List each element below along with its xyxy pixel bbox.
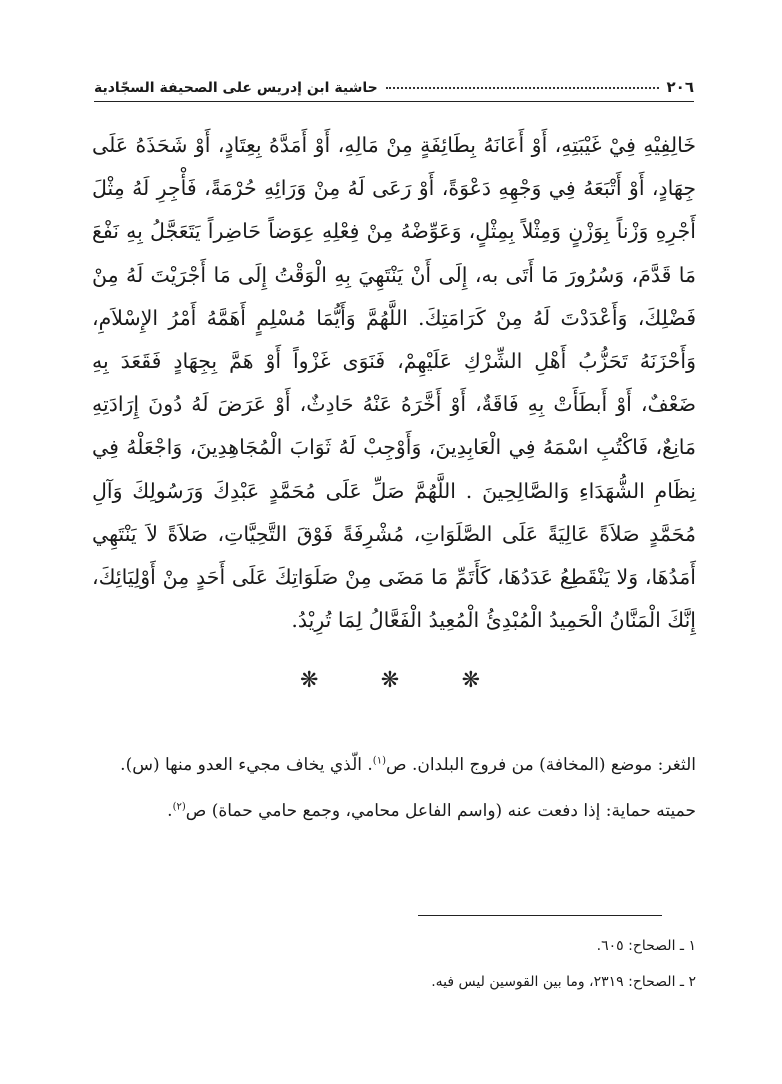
commentary-notes <box>92 746 696 838</box>
commentary-note <box>92 792 696 830</box>
note-text: الثغر: موضع (المخافة) من فروج البلدان. ص <box>385 755 696 775</box>
footnote-ref: (١) <box>372 755 386 767</box>
commentary-note <box>92 746 696 784</box>
footnote: ٢ ـ الصحاح: ٢٣١٩، وما بين القوسين ليس فيه. <box>431 974 696 990</box>
footnote-ref: (٢) <box>172 801 186 813</box>
separator-asterism: ❋ <box>300 668 319 693</box>
footnote-rule <box>418 915 662 916</box>
footnotes <box>92 928 696 1000</box>
note-text-rest: . <box>167 801 173 821</box>
header-rule <box>94 101 694 102</box>
section-separator <box>300 668 480 693</box>
page-number: ٢٠٦ <box>666 78 694 96</box>
note-text-rest: . الّذي يخاف مجيء العدو منها (س). <box>120 755 373 775</box>
note-text: حميته حماية: إذا دفعت عنه (واسم الفاعل محامي، وجمع حامي حماة) ص <box>185 801 696 821</box>
supplication-text: خَالِفِيْهِ فِيْ غَيْبَتِهِ، أَوْ أَعَانَهُ بِطَائِفَةٍ مِنْ مَالِهِ، أَوْ أَمَدَّهُ بِعِتَادٍ، أَوْ شَحَذَهُ عَلَى جِهَادٍ، أَوْ أَتْبَعَهُ فِي وَجْهِهِ دَعْوَةً، أَوْ رَعَى لَهُ مِنْ وَرَائِهِ حُرْمَةً، فَأْجِرِ لَهُ مِثْلَ أَجْرِهِ وَزْناً بِوَزْنٍ وَمِثْلاً بِمِثْلٍ، وَعَوِّضْهُ مِنْ فِعْلِهِ عِوَضاً حَاضِراً يَتَعَجَّلُ بِهِ نَفْعَ مَا قَدَّمَ، وَسُرُورَ مَا أَتَى به، إِلَى أَنْ يَنْتَهِيَ بِهِ الْوَقْتُ إِلَى مَا أَجْرَيْتَ لَهُ مِنْ فَضْلِكَ، وَأَعْدَدْتَ لَهُ مِنْ كَرَامَتِكَ. اللَّهُمَّ وَأَيُّمَا مُسْلِمٍ أَهَمَّهُ أَمْرُ الإِسْلاَمِ، وَأَحْزَنَهُ تَحَزُّبُ أَهْلِ الشِّرْكِ عَلَيْهِمْ، فَنَوَى غَزْواً أَوْ هَمَّ بِجِهَادٍ فَقَعَدَ بِهِ ضَعْفٌ، أَوْ أَبطَأَتْ بِهِ فَاقَةٌ، أَوْ أَخَّرَهُ عَنْهُ حَادِثٌ، أَوْ عَرَضَ لَهُ دُونَ إِرَادَتِهِ مَانِعٌ، فَاكْتُبِ اسْمَهُ فِي الْعَابِدِينَ، وَأَوْجِبْ لَهُ ثَوَابَ الْمُجَاهِدِينَ، وَاجْعَلْهُ فِي نِظَامِ الشُّهَدَاءِ وَالصَّالِحِينَ . اللَّهُمَّ صَلِّ عَلَى مُحَمَّدٍ عَبْدِكَ وَرَسُولِكَ وَآلِ مُحَمَّدٍ صَلاَةً عَالِيَةً عَلَى الصَّلَوَاتِ، مُشْرِفَةً فَوْقَ التَّحِيَّاتِ، صَلاَةً لاَ يَنْتَهِي أَمَدُهَا، وَلا يَنْقَطِعُ عَدَدُهَا، كَأَتَمِّ مَا مَضَى مِنْ صَلَوَاتِكَ عَلَى أَحَدٍ مِنْ أَوْلِيَائِكَ، إِنَّكَ الْمَنَّانُ الْحَمِيدُ الْمُبْدِئُ الْمُعِيدُ الْفَعَّالُ لِمَا تُرِيْدُ. <box>92 133 696 633</box>
separator-asterism: ❋ <box>461 668 480 693</box>
header-title: حاشية ابن إدريس على الصحيفة السجّادية <box>94 80 378 96</box>
header-dot-leader <box>386 86 659 89</box>
separator-asterism: ❋ <box>380 668 400 693</box>
running-header <box>94 66 694 96</box>
footnote: ١ ـ الصحاح: ٦٠٥. <box>596 938 696 954</box>
